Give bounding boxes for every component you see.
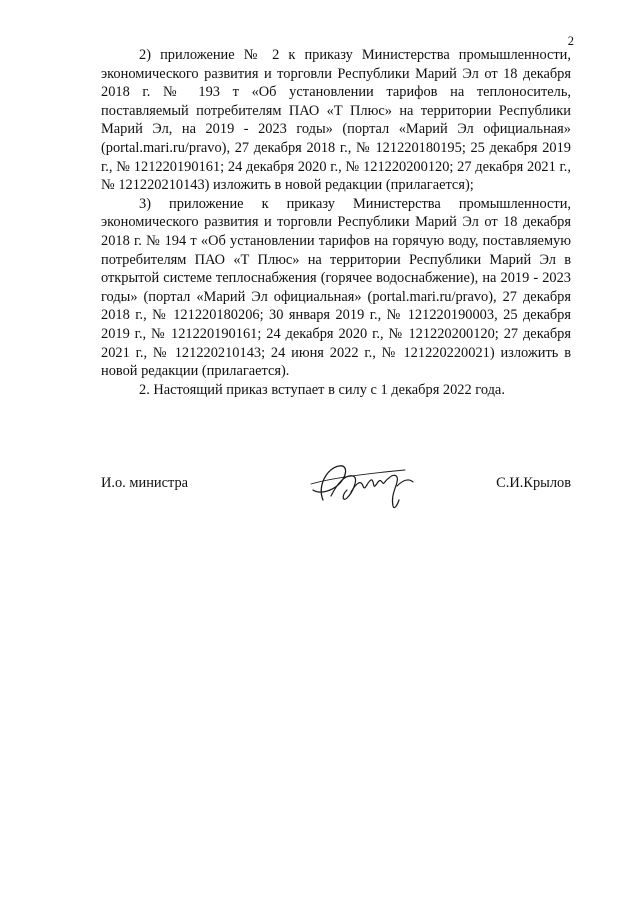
paragraph-item-2: 2) приложение № 2 к приказу Министерства промышленности, экономического развития и торговли Республики Марий Эл от 18 декабря 2018 г. № 193 т «Об установлении тарифов на теплоноситель, поставляемый потребителям ПАО «Т Плюс» на территории Республики Марий Эл, на 2019 - 2023 годы» (портал «Марий Эл официальная» (portal.mari.ru/pravo), 27 декабря 2018 г., № 121220180195; 25 декабря 2019 г., № 121220190161; 24 декабря 2020 г., № 121220200120; 27 декабря 2021 г., № 121220210143) изложить в новой редакции (прилагается); [101, 47, 571, 194]
page-number: 2 [567, 34, 574, 48]
paragraph-item-3: 3) приложение к приказу Министерства промышленности, экономического развития и торговли Республики Марий Эл от 18 декабря 2018 г. № 194 т «Об установлении тарифов на горячую воду, поставляемую потребителям ПАО «Т Плюс» на территории Республики Марий Эл в открытой системе теплоснабжения (горячее водоснабжение), на 2019 - 2023 годы» (портал «Марий Эл официальная» (portal.mari.ru/pravo), 27 декабря 2018 г., № 121220180206; 30 января 2019 г., № 121220190003, 25 декабря 2019 г., № 121220190161; 24 декабря 2020 г., № 121220200120; 27 декабря 2021 г., № 121220210143; 24 июня 2022 г., № 121220220021) изложить в новой редакции (прилагается). [101, 195, 571, 380]
signature-block [101, 456, 571, 516]
signatory-position: И.о. министра [101, 475, 189, 491]
document-body [101, 46, 571, 399]
signatory-name: С.И.Крылов [496, 475, 571, 491]
paragraph-effective-date: 2. Настоящий приказ вступает в силу с 1 декабря 2022 года. [139, 381, 505, 398]
handwritten-signature [301, 456, 419, 512]
